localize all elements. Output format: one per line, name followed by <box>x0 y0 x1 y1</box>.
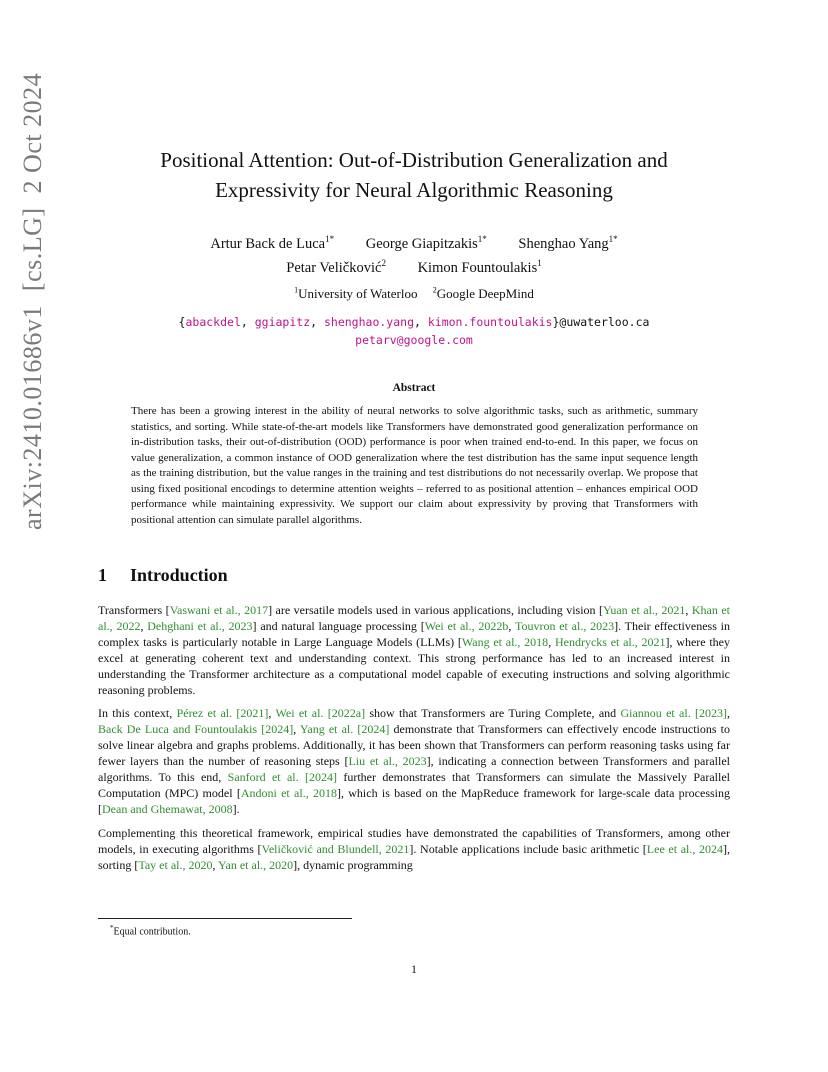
author: Shenghao Yang$^{1*}$ <box>518 234 618 252</box>
page-number: 1 <box>411 962 417 976</box>
section-heading <box>98 565 228 586</box>
citation-link[interactable]: Yan et al., 2020 <box>218 857 294 872</box>
email-line-2 <box>110 331 718 349</box>
citation-link[interactable]: Khan et al., 2022 <box>98 603 730 633</box>
section-number: 1 <box>98 565 107 585</box>
body-text-run: ], sorting [ <box>98 841 731 872</box>
citation-link[interactable]: Wang et al., 2018 <box>461 634 549 649</box>
citation-link[interactable]: Sanford et al. [2024] <box>227 770 337 785</box>
citation-link[interactable]: Vaswani et al., 2017 <box>169 603 269 617</box>
title-line-1: Positional Attention: Out-of-Distribution Generalization and <box>160 148 668 172</box>
citation-link[interactable]: Tay et al., 2020 <box>138 857 213 872</box>
citation-link[interactable]: Giannou et al. [2023] <box>620 706 727 721</box>
body-text-run: ], dynamic programming <box>293 857 413 872</box>
body-text-run: ], where they excel at generating coherent text and understanding context. This strong performance has led to an increased interest in understanding the Transformer architecture as a computational model capable of executing instructions and solving algorithmic reasoning problems. <box>98 634 731 697</box>
author: Artur Back de Luca$^{1*}$ <box>210 234 335 252</box>
email-link[interactable]: kimon.fountoulakis <box>427 315 553 329</box>
body-paragraph <box>98 603 730 698</box>
citation-link[interactable]: Veličković and Blundell, 2021 <box>261 841 410 856</box>
body-text-run: , <box>293 722 300 737</box>
citation-link[interactable]: Touvron et al., 2023 <box>514 618 615 633</box>
footnote: *Equal contribution. <box>110 924 191 938</box>
paper-title <box>110 145 718 205</box>
abstract-heading: Abstract <box>392 382 436 394</box>
email-link[interactable]: petarv@google.com <box>355 333 473 347</box>
body-text-run: , <box>212 857 219 872</box>
title-line-2: Expressivity for Neural Algorithmic Reasoning <box>215 178 613 202</box>
body-text-run: show that Transformers are Turing Complete, and <box>365 706 621 721</box>
citation-link[interactable]: Hendrycks et al., 2021 <box>554 634 666 649</box>
body-text-run: ] are versatile models used in various applications, including vision [ <box>268 603 604 617</box>
affiliation: $^2$Google DeepMind <box>432 286 534 302</box>
body-text-run: ], indicating a connection between Transformers and parallel algorithms. To this end, <box>98 754 731 785</box>
citation-link[interactable]: Pérez et al. [2021] <box>176 706 269 721</box>
arxiv-category: [cs.LG] <box>18 207 47 292</box>
body-text-run: , <box>685 603 692 617</box>
author-list <box>110 230 718 278</box>
body-text <box>98 603 730 882</box>
author: Kimon Fountoulakis$^1$ <box>417 257 542 276</box>
author: Petar Veličković$^2$ <box>286 257 386 276</box>
section-title: Introduction <box>130 565 228 585</box>
arxiv-id: arXiv:2410.01686v1 <box>18 305 47 530</box>
body-text-run: demonstrate that Transformers can effectively encode instructions to solve linear algebra and graphs problems. Additionally, it has been shown that Transformers can perform reasoning tasks using far fewer layers than the number of reasoning steps [ <box>98 722 731 769</box>
citation-link[interactable]: Liu et al., 2023 <box>348 754 427 769</box>
citation-link[interactable]: Dehghani et al., 2023 <box>147 618 253 633</box>
author: George Giapitzakis$^{1*}$ <box>365 234 487 252</box>
body-text-run: ]. Their effectiveness in complex tasks is particularly notable in Large Language Models (LLMs) [ <box>98 618 730 649</box>
body-text-run: ]. <box>232 801 240 816</box>
citation-link[interactable]: Back De Luca and Fountoulakis [2024] <box>98 722 294 737</box>
citation-link[interactable]: Yang et al. [2024] <box>299 722 390 737</box>
body-text-run: , <box>727 706 730 721</box>
body-text-run: Complementing this theoretical framework, empirical studies have demonstrated the capabilities of Transformers, among other models, in executing algorithms [ <box>98 825 730 856</box>
citation-link[interactable]: Dean and Ghemawat, 2008 <box>102 801 233 816</box>
footnote-rule <box>98 918 352 919</box>
email-block <box>110 313 718 349</box>
citation-link[interactable]: Wei et al. [2022a] <box>275 706 366 721</box>
affiliation: $^1$University of Waterloo <box>294 286 418 302</box>
author-row-1 <box>110 230 718 254</box>
body-text-run: , <box>508 618 515 633</box>
body-text-run: , <box>268 706 276 721</box>
email-link[interactable]: ggiapitz <box>254 315 311 329</box>
arxiv-date: 2 Oct 2024 <box>18 72 47 194</box>
body-paragraph <box>98 826 730 874</box>
body-text-run: Transformers [ <box>98 603 170 617</box>
abstract-text: There has been a growing interest in the ability of neural networks to solve algorithmic tasks, such as arithmetic, summary statistics, and sorting. While state-of-the-art models like Transformers have demonstrated good generalization performance on in-distribution tasks, their out-of-distribution (OOD) performance is poor when trained end-to-end. In this paper, we focus on value generalization, a common instance of OOD generalization where the test distribution has the same input sequence length as the training distribution, but the value ranges in the training and test distributions do not necessarily overlap. We propose that using fixed positional encodings to determine attention weights – referred to as positional attention – enhances empirical OOD performance while maintaining expressivity. We support our claim about expressivity by proving that Transformers with positional attention can simulate parallel algorithms. <box>131 405 698 526</box>
author-row-2 <box>110 254 718 278</box>
email-link[interactable]: abackdel <box>185 315 241 329</box>
citation-link[interactable]: Andoni et al., 2018 <box>240 785 337 800</box>
body-text-run: In this context, <box>98 706 177 721</box>
body-paragraph <box>98 706 730 817</box>
citation-link[interactable]: Wei et al., 2022b <box>424 618 509 633</box>
body-text-run: ]. Notable applications include basic arithmetic [ <box>409 841 647 856</box>
body-text-run: ] and natural language processing [ <box>252 618 425 633</box>
email-link[interactable]: shenghao.yang <box>323 315 414 329</box>
arxiv-stamp <box>18 73 48 530</box>
affiliations <box>110 286 718 302</box>
citation-link[interactable]: Lee et al., 2024 <box>646 841 724 856</box>
body-text-run: ], which is based on the MapReduce framework for large-scale data processing [ <box>98 785 730 816</box>
email-line-1: {abackdel, ggiapitz, shenghao.yang, kimon.fountoulakis}@uwaterloo.ca <box>178 315 650 329</box>
citation-link[interactable]: Yuan et al., 2021 <box>603 603 686 617</box>
body-text-run: , <box>140 618 148 633</box>
body-text-run: further demonstrates that Transformers can simulate the Massively Parallel Computation (MPC) model [ <box>98 770 730 800</box>
body-text-run: , <box>548 634 555 649</box>
